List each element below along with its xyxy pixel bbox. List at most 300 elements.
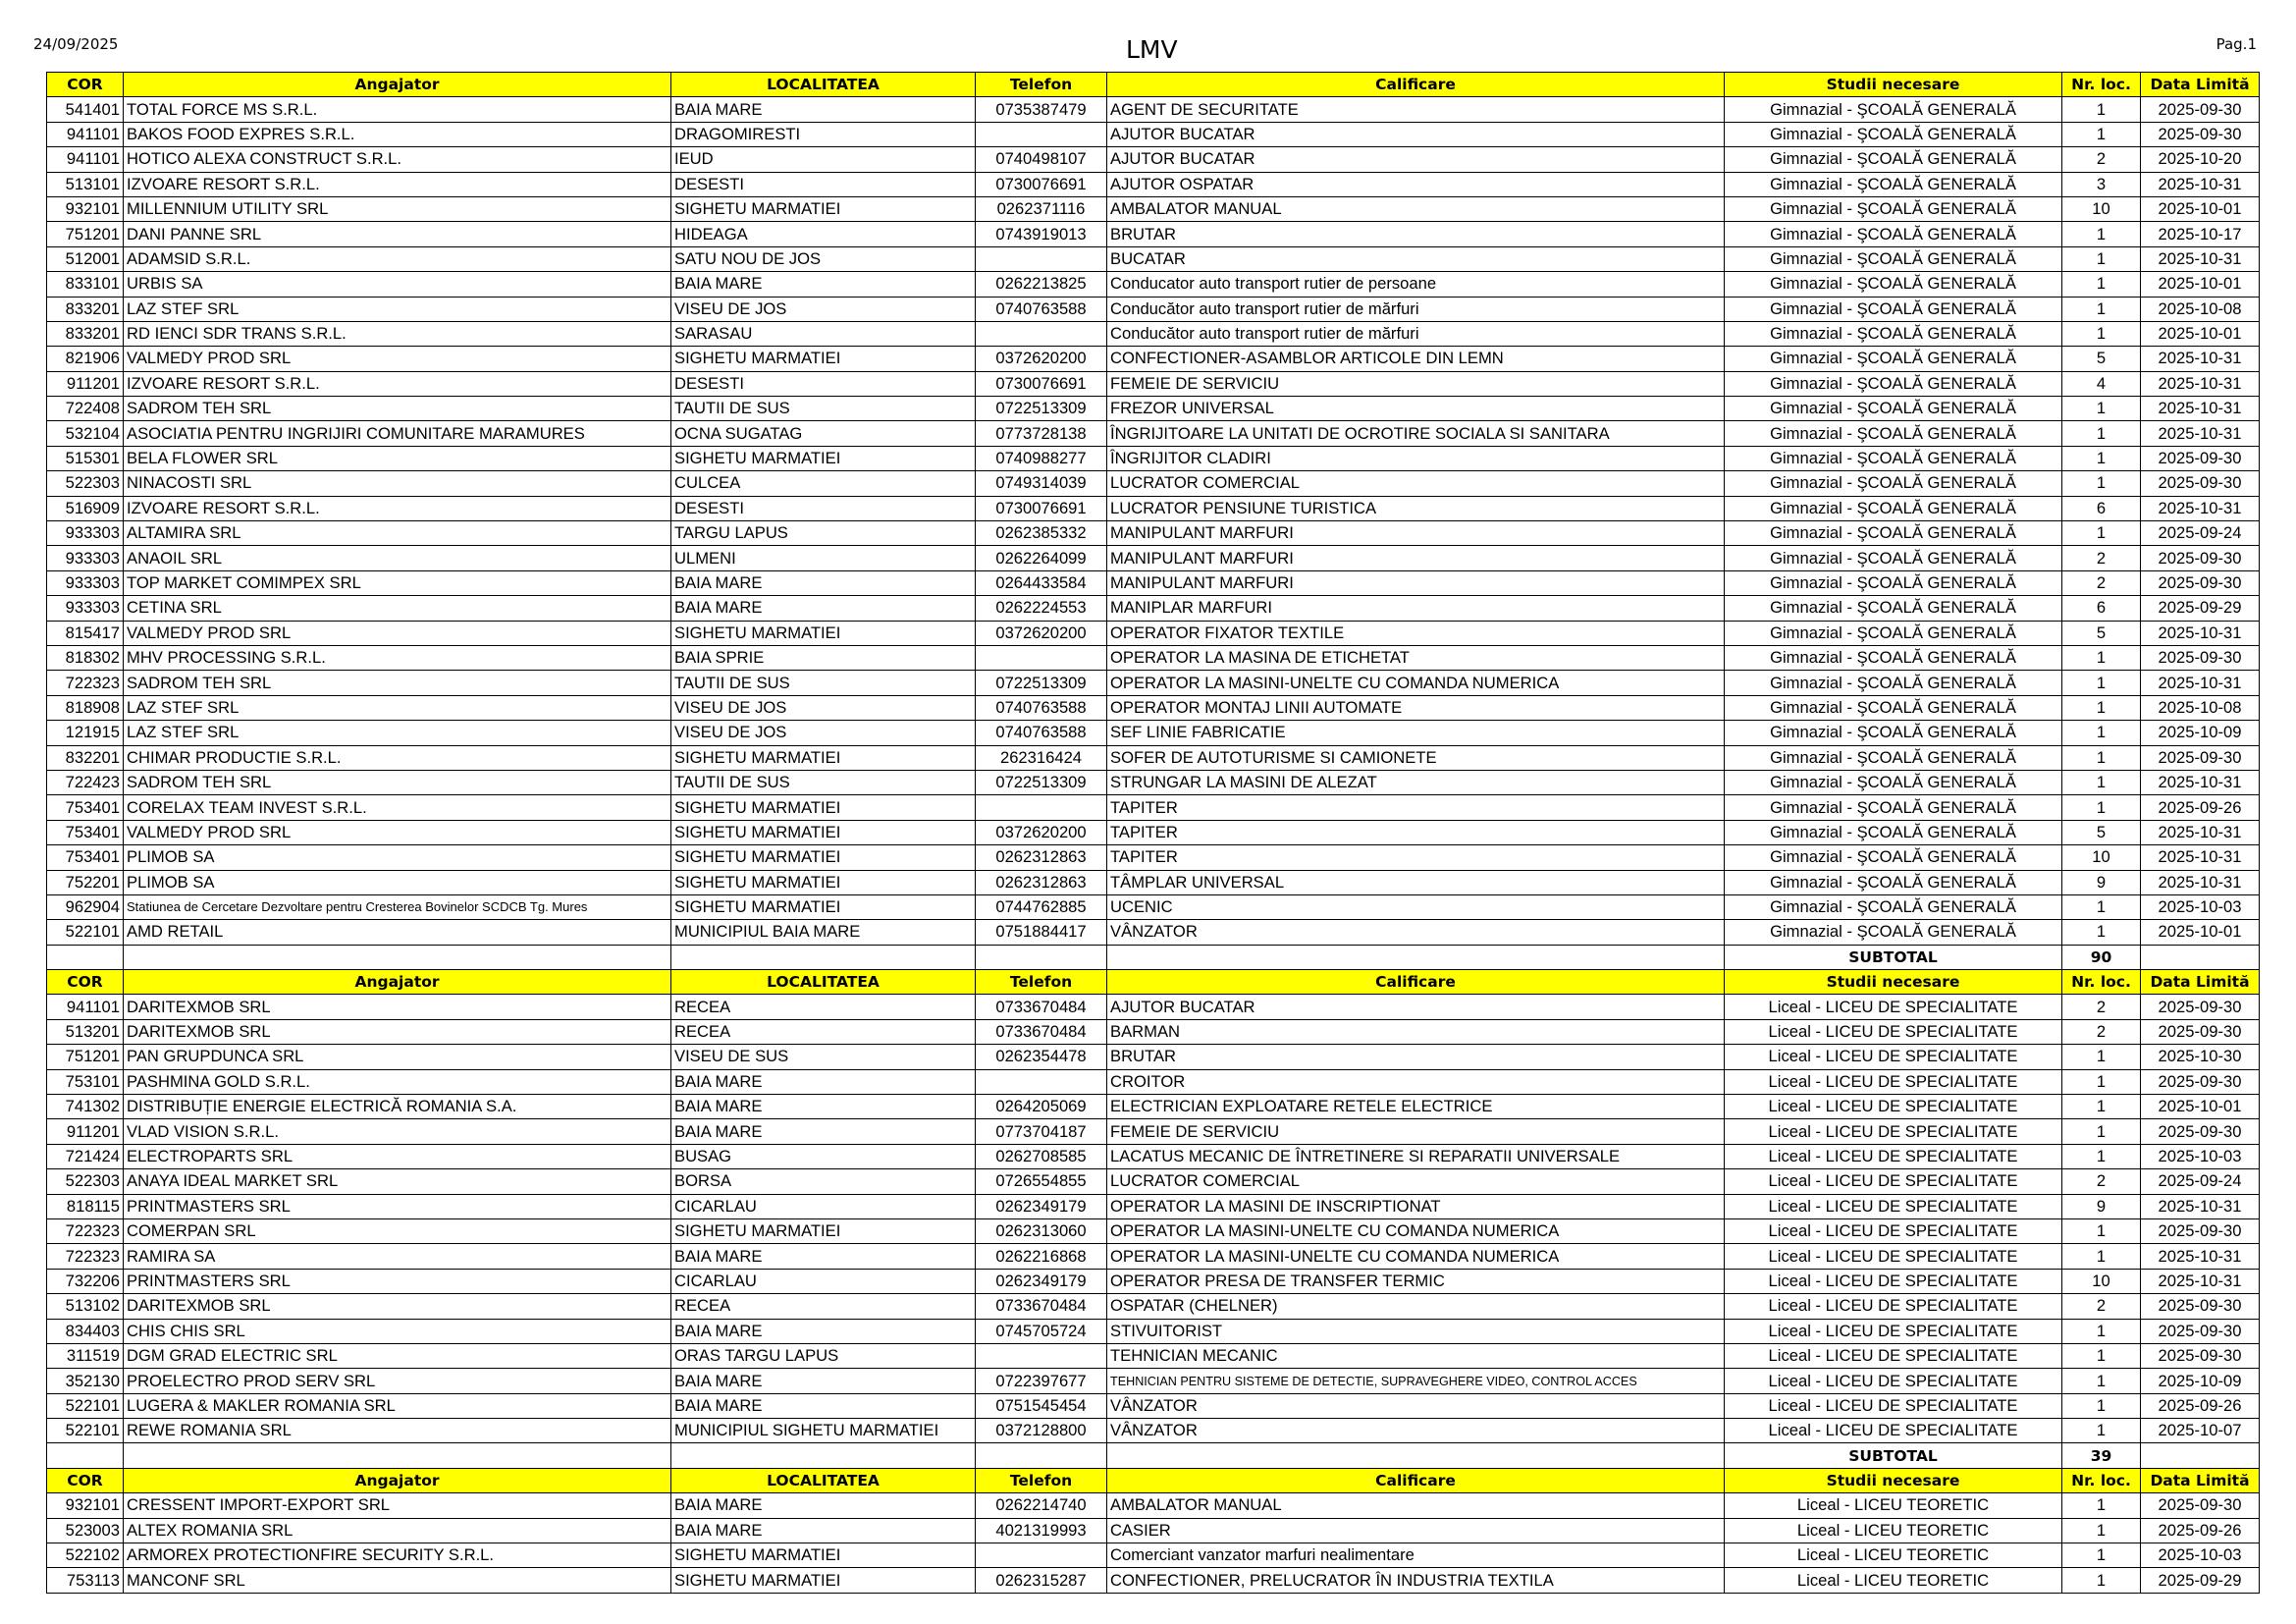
cell-localitatea: MUNICIPIUL BAIA MARE [671, 920, 976, 945]
cell-data-limita: 2025-09-30 [2141, 1119, 2260, 1144]
empty-cell [2141, 1443, 2260, 1468]
cell-localitatea: BAIA MARE [671, 272, 976, 297]
header-col-calificare: Calificare [1107, 73, 1725, 97]
cell-data-limita: 2025-09-30 [2141, 546, 2260, 570]
cell-data-limita: 2025-09-30 [2141, 1019, 2260, 1044]
table-row [47, 172, 2260, 196]
cell-studii: Gimnazial - ŞCOALĂ GENERALĂ [1725, 246, 2062, 271]
cell-studii: Liceal - LICEU DE SPECIALITATE [1725, 1069, 2062, 1094]
cell-cor: 513102 [47, 1294, 124, 1319]
cell-localitatea: SIGHETU MARMATIEI [671, 845, 976, 870]
cell-telefon: 0262349179 [976, 1269, 1107, 1293]
cell-data-limita: 2025-10-01 [2141, 1095, 2260, 1119]
cell-localitatea: DESESTI [671, 172, 976, 196]
cell-calificare: CONFECTIONER-ASAMBLOR ARTICOLE DIN LEMN [1107, 347, 1725, 371]
cell-data-limita: 2025-10-31 [2141, 1244, 2260, 1269]
cell-calificare: OPERATOR LA MASINI-UNELTE CU COMANDA NUMERICA [1107, 1244, 1725, 1269]
cell-studii: Liceal - LICEU DE SPECIALITATE [1725, 1294, 2062, 1319]
cell-data-limita: 2025-10-31 [2141, 371, 2260, 396]
table-row [47, 770, 2260, 794]
cell-telefon: 0262213825 [976, 272, 1107, 297]
cell-studii: Liceal - LICEU DE SPECIALITATE [1725, 1343, 2062, 1368]
cell-nr-loc: 1 [2062, 246, 2141, 271]
cell-telefon: 0745705724 [976, 1319, 1107, 1343]
cell-studii: Liceal - LICEU TEORETIC [1725, 1568, 2062, 1593]
cell-cor: 753401 [47, 845, 124, 870]
cell-calificare: BUCATAR [1107, 246, 1725, 271]
cell-angajator: VALMEDY PROD SRL [124, 347, 671, 371]
cell-angajator: SADROM TEH SRL [124, 397, 671, 421]
cell-calificare: OPERATOR LA MASINA DE ETICHETAT [1107, 645, 1725, 670]
table-row [47, 795, 2260, 820]
cell-angajator: LUGERA & MAKLER ROMANIA SRL [124, 1393, 671, 1418]
header-col-angajator: Angajator [124, 73, 671, 97]
cell-cor: 818908 [47, 695, 124, 720]
cell-data-limita: 2025-10-31 [2141, 870, 2260, 894]
cell-nr-loc: 1 [2062, 745, 2141, 770]
cell-cor: 751201 [47, 1045, 124, 1069]
cell-telefon: 0722397677 [976, 1369, 1107, 1393]
cell-angajator: ASOCIATIA PENTRU INGRIJIRI COMUNITARE MARAMURES [124, 421, 671, 446]
cell-data-limita: 2025-10-31 [2141, 246, 2260, 271]
cell-nr-loc: 1 [2062, 1369, 2141, 1393]
cell-data-limita: 2025-10-31 [2141, 397, 2260, 421]
table-row [47, 371, 2260, 396]
cell-calificare: OPERATOR PRESA DE TRANSFER TERMIC [1107, 1269, 1725, 1293]
cell-telefon: 4021319993 [976, 1518, 1107, 1543]
cell-localitatea: SIGHETU MARMATIEI [671, 894, 976, 919]
cell-telefon: 0262312863 [976, 870, 1107, 894]
cell-nr-loc: 1 [2062, 695, 2141, 720]
cell-data-limita: 2025-09-30 [2141, 122, 2260, 146]
cell-data-limita: 2025-10-03 [2141, 1543, 2260, 1568]
cell-localitatea: RECEA [671, 1294, 976, 1319]
cell-nr-loc: 1 [2062, 1568, 2141, 1593]
header-col-data-limita: Data Limită [2141, 970, 2260, 995]
cell-cor: 751201 [47, 222, 124, 246]
cell-cor: 832201 [47, 745, 124, 770]
cell-studii: Liceal - LICEU DE SPECIALITATE [1725, 1144, 2062, 1168]
cell-localitatea: TARGU LAPUS [671, 521, 976, 546]
cell-cor: 911201 [47, 371, 124, 396]
cell-data-limita: 2025-10-08 [2141, 297, 2260, 321]
table-row [47, 297, 2260, 321]
cell-localitatea: BAIA MARE [671, 596, 976, 621]
cell-studii: Gimnazial - ŞCOALĂ GENERALĂ [1725, 820, 2062, 844]
cell-nr-loc: 10 [2062, 845, 2141, 870]
cell-cor: 741302 [47, 1095, 124, 1119]
header-col-studii: Studii necesare [1725, 970, 2062, 995]
cell-calificare: TAPITER [1107, 795, 1725, 820]
cell-calificare: ELECTRICIAN EXPLOATARE RETELE ELECTRICE [1107, 1095, 1725, 1119]
table-row [47, 521, 2260, 546]
cell-calificare: FEMEIE DE SERVICIU [1107, 1119, 1725, 1144]
cell-studii: Liceal - LICEU TEORETIC [1725, 1518, 2062, 1543]
cell-telefon: 0726554855 [976, 1169, 1107, 1194]
table-row [47, 1019, 2260, 1044]
cell-angajator: LAZ STEF SRL [124, 297, 671, 321]
cell-calificare: OPERATOR LA MASINI DE INSCRIPTIONAT [1107, 1194, 1725, 1218]
cell-telefon: 0735387479 [976, 97, 1107, 122]
cell-angajator: LAZ STEF SRL [124, 695, 671, 720]
table-row [47, 1493, 2260, 1518]
cell-telefon [976, 1069, 1107, 1094]
header-col-data-limita: Data Limită [2141, 1468, 2260, 1492]
cell-localitatea: SIGHETU MARMATIEI [671, 820, 976, 844]
cell-cor: 821906 [47, 347, 124, 371]
cell-telefon: 0722513309 [976, 671, 1107, 695]
cell-localitatea: OCNA SUGATAG [671, 421, 976, 446]
cell-angajator: DISTRIBUȚIE ENERGIE ELECTRICĂ ROMANIA S.A. [124, 1095, 671, 1119]
cell-nr-loc: 9 [2062, 870, 2141, 894]
cell-data-limita: 2025-09-26 [2141, 795, 2260, 820]
cell-studii: Gimnazial - ŞCOALĂ GENERALĂ [1725, 196, 2062, 221]
empty-cell [671, 1443, 976, 1468]
cell-calificare: TEHNICIAN MECANIC [1107, 1343, 1725, 1368]
cell-cor: 962904 [47, 894, 124, 919]
cell-studii: Liceal - LICEU TEORETIC [1725, 1493, 2062, 1518]
cell-telefon [976, 122, 1107, 146]
cell-cor: 516909 [47, 496, 124, 520]
cell-nr-loc: 1 [2062, 671, 2141, 695]
cell-localitatea: BAIA MARE [671, 1119, 976, 1144]
empty-cell [1107, 945, 1725, 969]
cell-data-limita: 2025-10-31 [2141, 845, 2260, 870]
cell-nr-loc: 2 [2062, 995, 2141, 1019]
cell-data-limita: 2025-10-31 [2141, 496, 2260, 520]
cell-telefon: 0372620200 [976, 347, 1107, 371]
cell-localitatea: BAIA MARE [671, 1493, 976, 1518]
cell-angajator: CETINA SRL [124, 596, 671, 621]
cell-angajator: SADROM TEH SRL [124, 770, 671, 794]
cell-studii: Gimnazial - ŞCOALĂ GENERALĂ [1725, 546, 2062, 570]
cell-localitatea: SIGHETU MARMATIEI [671, 745, 976, 770]
table-row [47, 222, 2260, 246]
table-row [47, 570, 2260, 595]
cell-calificare: BRUTAR [1107, 222, 1725, 246]
cell-calificare: AJUTOR BUCATAR [1107, 995, 1725, 1019]
header-row [47, 73, 2260, 97]
cell-studii: Gimnazial - ŞCOALĂ GENERALĂ [1725, 695, 2062, 720]
cell-angajator: CHIS CHIS SRL [124, 1319, 671, 1343]
cell-nr-loc: 1 [2062, 1244, 2141, 1269]
cell-telefon: 0740763588 [976, 695, 1107, 720]
header-row [47, 970, 2260, 995]
cell-angajator: IZVOARE RESORT S.R.L. [124, 371, 671, 396]
cell-localitatea: SIGHETU MARMATIEI [671, 870, 976, 894]
cell-data-limita: 2025-10-09 [2141, 1369, 2260, 1393]
cell-nr-loc: 5 [2062, 621, 2141, 645]
cell-nr-loc: 2 [2062, 1294, 2141, 1319]
cell-calificare: Conducător auto transport rutier de mărfuri [1107, 321, 1725, 346]
cell-cor: 722423 [47, 770, 124, 794]
cell-cor: 512001 [47, 246, 124, 271]
cell-data-limita: 2025-10-31 [2141, 820, 2260, 844]
cell-angajator: RD IENCI SDR TRANS S.R.L. [124, 321, 671, 346]
cell-studii: Gimnazial - ŞCOALĂ GENERALĂ [1725, 745, 2062, 770]
cell-studii: Gimnazial - ŞCOALĂ GENERALĂ [1725, 521, 2062, 546]
cell-data-limita: 2025-09-29 [2141, 596, 2260, 621]
header-col-calificare: Calificare [1107, 1468, 1725, 1492]
cell-angajator: CHIMAR PRODUCTIE S.R.L. [124, 745, 671, 770]
cell-data-limita: 2025-09-30 [2141, 1294, 2260, 1319]
cell-telefon: 0722513309 [976, 770, 1107, 794]
cell-nr-loc: 1 [2062, 471, 2141, 496]
table-row [47, 995, 2260, 1019]
header-col-angajator: Angajator [124, 1468, 671, 1492]
table-row [47, 446, 2260, 470]
cell-localitatea: BAIA MARE [671, 97, 976, 122]
cell-nr-loc: 1 [2062, 1518, 2141, 1543]
cell-telefon: 0733670484 [976, 995, 1107, 1019]
cell-calificare: TAPITER [1107, 845, 1725, 870]
header-row [47, 1468, 2260, 1492]
cell-calificare: LUCRATOR PENSIUNE TURISTICA [1107, 496, 1725, 520]
cell-localitatea: CICARLAU [671, 1269, 976, 1293]
table-row [47, 147, 2260, 172]
cell-studii: Liceal - LICEU DE SPECIALITATE [1725, 1269, 2062, 1293]
cell-localitatea: VISEU DE JOS [671, 695, 976, 720]
cell-cor: 752201 [47, 870, 124, 894]
cell-telefon [976, 1343, 1107, 1368]
table-row [47, 397, 2260, 421]
cell-calificare: OPERATOR LA MASINI-UNELTE CU COMANDA NUMERICA [1107, 1218, 1725, 1243]
report-title: LMV [1126, 35, 1178, 64]
cell-angajator: CORELAX TEAM INVEST S.R.L. [124, 795, 671, 820]
cell-telefon: 0262224553 [976, 596, 1107, 621]
cell-angajator: PLIMOB SA [124, 845, 671, 870]
cell-cor: 522101 [47, 1393, 124, 1418]
cell-nr-loc: 2 [2062, 1169, 2141, 1194]
cell-calificare: TÂMPLAR UNIVERSAL [1107, 870, 1725, 894]
header-col-nr-loc: Nr. loc. [2062, 73, 2141, 97]
cell-data-limita: 2025-09-30 [2141, 1069, 2260, 1094]
cell-telefon [976, 645, 1107, 670]
cell-cor: 753401 [47, 820, 124, 844]
cell-cor: 722323 [47, 1244, 124, 1269]
cell-studii: Gimnazial - ŞCOALĂ GENERALĂ [1725, 222, 2062, 246]
cell-telefon: 0773728138 [976, 421, 1107, 446]
header-col-cor: COR [47, 73, 124, 97]
cell-angajator: MHV PROCESSING S.R.L. [124, 645, 671, 670]
subtotal-value: 39 [2062, 1443, 2141, 1468]
cell-studii: Gimnazial - ŞCOALĂ GENERALĂ [1725, 596, 2062, 621]
cell-studii: Gimnazial - ŞCOALĂ GENERALĂ [1725, 770, 2062, 794]
subtotal-label: SUBTOTAL [1725, 1443, 2062, 1468]
cell-studii: Gimnazial - ŞCOALĂ GENERALĂ [1725, 920, 2062, 945]
cell-data-limita: 2025-10-03 [2141, 1144, 2260, 1168]
cell-cor: 522101 [47, 920, 124, 945]
cell-studii: Gimnazial - ŞCOALĂ GENERALĂ [1725, 870, 2062, 894]
cell-localitatea: BAIA MARE [671, 1244, 976, 1269]
cell-angajator: PROELECTRO PROD SERV SRL [124, 1369, 671, 1393]
cell-angajator: DARITEXMOB SRL [124, 1019, 671, 1044]
cell-angajator: URBIS SA [124, 272, 671, 297]
cell-cor: 311519 [47, 1343, 124, 1368]
cell-localitatea: SIGHETU MARMATIEI [671, 347, 976, 371]
cell-angajator: VALMEDY PROD SRL [124, 820, 671, 844]
cell-calificare: UCENIC [1107, 894, 1725, 919]
cell-cor: 532104 [47, 421, 124, 446]
cell-cor: 833201 [47, 297, 124, 321]
cell-studii: Gimnazial - ŞCOALĂ GENERALĂ [1725, 645, 2062, 670]
header-col-calificare: Calificare [1107, 970, 1725, 995]
cell-nr-loc: 4 [2062, 371, 2141, 396]
cell-angajator: HOTICO ALEXA CONSTRUCT S.R.L. [124, 147, 671, 172]
cell-angajator: LAZ STEF SRL [124, 721, 671, 745]
cell-data-limita: 2025-09-30 [2141, 471, 2260, 496]
cell-studii: Gimnazial - ŞCOALĂ GENERALĂ [1725, 347, 2062, 371]
cell-localitatea: CULCEA [671, 471, 976, 496]
cell-studii: Gimnazial - ŞCOALĂ GENERALĂ [1725, 621, 2062, 645]
table-row [47, 820, 2260, 844]
table-row [47, 1269, 2260, 1293]
cell-angajator: DARITEXMOB SRL [124, 995, 671, 1019]
cell-localitatea: BAIA MARE [671, 1518, 976, 1543]
cell-cor: 818302 [47, 645, 124, 670]
cell-angajator: ALTAMIRA SRL [124, 521, 671, 546]
cell-angajator: TOP MARKET COMIMPEX SRL [124, 570, 671, 595]
cell-telefon: 0262264099 [976, 546, 1107, 570]
cell-studii: Liceal - LICEU DE SPECIALITATE [1725, 1169, 2062, 1194]
cell-data-limita: 2025-09-30 [2141, 645, 2260, 670]
cell-angajator: DANI PANNE SRL [124, 222, 671, 246]
cell-calificare: Comerciant vanzator marfuri nealimentare [1107, 1543, 1725, 1568]
cell-telefon: 0744762885 [976, 894, 1107, 919]
cell-studii: Gimnazial - ŞCOALĂ GENERALĂ [1725, 122, 2062, 146]
cell-angajator: REWE ROMANIA SRL [124, 1419, 671, 1443]
cell-localitatea: BAIA SPRIE [671, 645, 976, 670]
cell-cor: 522303 [47, 471, 124, 496]
cell-calificare: LUCRATOR COMERCIAL [1107, 471, 1725, 496]
cell-telefon: 0733670484 [976, 1019, 1107, 1044]
empty-cell [47, 945, 124, 969]
cell-nr-loc: 2 [2062, 546, 2141, 570]
table-row [47, 870, 2260, 894]
cell-cor: 932101 [47, 196, 124, 221]
cell-studii: Gimnazial - ŞCOALĂ GENERALĂ [1725, 721, 2062, 745]
cell-angajator: PRINTMASTERS SRL [124, 1194, 671, 1218]
cell-angajator: COMERPAN SRL [124, 1218, 671, 1243]
cell-localitatea: DESESTI [671, 371, 976, 396]
empty-cell [124, 1443, 671, 1468]
cell-telefon: 0262371116 [976, 196, 1107, 221]
cell-nr-loc: 6 [2062, 596, 2141, 621]
cell-studii: Liceal - LICEU TEORETIC [1725, 1543, 2062, 1568]
cell-telefon: 0262354478 [976, 1045, 1107, 1069]
cell-localitatea: SIGHETU MARMATIEI [671, 446, 976, 470]
cell-telefon: 0722513309 [976, 397, 1107, 421]
cell-angajator: AMD RETAIL [124, 920, 671, 945]
cell-cor: 815417 [47, 621, 124, 645]
header-col-cor: COR [47, 970, 124, 995]
cell-localitatea: IEUD [671, 147, 976, 172]
cell-studii: Gimnazial - ŞCOALĂ GENERALĂ [1725, 397, 2062, 421]
table-row [47, 1244, 2260, 1269]
cell-data-limita: 2025-09-26 [2141, 1393, 2260, 1418]
cell-studii: Gimnazial - ŞCOALĂ GENERALĂ [1725, 172, 2062, 196]
cell-cor: 513101 [47, 172, 124, 196]
cell-data-limita: 2025-09-30 [2141, 1343, 2260, 1368]
cell-angajator: PASHMINA GOLD S.R.L. [124, 1069, 671, 1094]
cell-studii: Liceal - LICEU DE SPECIALITATE [1725, 995, 2062, 1019]
cell-telefon: 0743919013 [976, 222, 1107, 246]
cell-angajator: MILLENNIUM UTILITY SRL [124, 196, 671, 221]
cell-studii: Liceal - LICEU DE SPECIALITATE [1725, 1119, 2062, 1144]
cell-telefon: 0733670484 [976, 1294, 1107, 1319]
cell-data-limita: 2025-09-30 [2141, 745, 2260, 770]
cell-cor: 941101 [47, 122, 124, 146]
cell-studii: Gimnazial - ŞCOALĂ GENERALĂ [1725, 321, 2062, 346]
header-col-telefon: Telefon [976, 970, 1107, 995]
subtotal-row [47, 945, 2260, 969]
cell-data-limita: 2025-09-30 [2141, 995, 2260, 1019]
header-col-studii: Studii necesare [1725, 73, 2062, 97]
cell-data-limita: 2025-10-08 [2141, 695, 2260, 720]
cell-data-limita: 2025-10-20 [2141, 147, 2260, 172]
cell-calificare: VÂNZATOR [1107, 920, 1725, 945]
cell-calificare: ÎNGRIJITOARE LA UNITATI DE OCROTIRE SOCIALA SI SANITARA [1107, 421, 1725, 446]
cell-calificare: CONFECTIONER, PRELUCRATOR ÎN INDUSTRIA TEXTILA [1107, 1568, 1725, 1593]
cell-calificare: SEF LINIE FABRICATIE [1107, 721, 1725, 745]
cell-studii: Gimnazial - ŞCOALĂ GENERALĂ [1725, 496, 2062, 520]
cell-data-limita: 2025-10-31 [2141, 1194, 2260, 1218]
cell-studii: Gimnazial - ŞCOALĂ GENERALĂ [1725, 894, 2062, 919]
cell-nr-loc: 1 [2062, 1343, 2141, 1368]
cell-calificare: FEMEIE DE SERVICIU [1107, 371, 1725, 396]
cell-telefon: 0372128800 [976, 1419, 1107, 1443]
cell-angajator: IZVOARE RESORT S.R.L. [124, 172, 671, 196]
cell-nr-loc: 1 [2062, 1045, 2141, 1069]
cell-nr-loc: 1 [2062, 97, 2141, 122]
cell-localitatea: ORAS TARGU LAPUS [671, 1343, 976, 1368]
cell-nr-loc: 2 [2062, 570, 2141, 595]
table-row [47, 1194, 2260, 1218]
cell-cor: 541401 [47, 97, 124, 122]
cell-nr-loc: 1 [2062, 446, 2141, 470]
cell-nr-loc: 1 [2062, 1419, 2141, 1443]
subtotal-value: 90 [2062, 945, 2141, 969]
cell-telefon: 0264205069 [976, 1095, 1107, 1119]
cell-localitatea: CICARLAU [671, 1194, 976, 1218]
cell-data-limita: 2025-10-31 [2141, 671, 2260, 695]
cell-nr-loc: 1 [2062, 645, 2141, 670]
table-row [47, 645, 2260, 670]
cell-calificare: OPERATOR LA MASINI-UNELTE CU COMANDA NUMERICA [1107, 671, 1725, 695]
cell-telefon: 0730076691 [976, 371, 1107, 396]
cell-telefon: 0740763588 [976, 721, 1107, 745]
header-col-studii: Studii necesare [1725, 1468, 2062, 1492]
cell-data-limita: 2025-10-01 [2141, 196, 2260, 221]
cell-telefon: 0262216868 [976, 1244, 1107, 1269]
cell-data-limita: 2025-09-30 [2141, 1319, 2260, 1343]
cell-localitatea: DESESTI [671, 496, 976, 520]
table-row [47, 1543, 2260, 1568]
cell-telefon: 0749314039 [976, 471, 1107, 496]
table-body [47, 73, 2260, 1594]
cell-studii: Liceal - LICEU DE SPECIALITATE [1725, 1244, 2062, 1269]
cell-nr-loc: 1 [2062, 321, 2141, 346]
cell-calificare: Conducător auto transport rutier de mărfuri [1107, 297, 1725, 321]
cell-cor: 352130 [47, 1369, 124, 1393]
cell-data-limita: 2025-09-24 [2141, 521, 2260, 546]
table-row [47, 1144, 2260, 1168]
cell-nr-loc: 1 [2062, 1119, 2141, 1144]
cell-studii: Gimnazial - ŞCOALĂ GENERALĂ [1725, 845, 2062, 870]
cell-calificare: OPERATOR MONTAJ LINII AUTOMATE [1107, 695, 1725, 720]
header-col-localitatea: LOCALITATEA [671, 970, 976, 995]
cell-nr-loc: 1 [2062, 397, 2141, 421]
